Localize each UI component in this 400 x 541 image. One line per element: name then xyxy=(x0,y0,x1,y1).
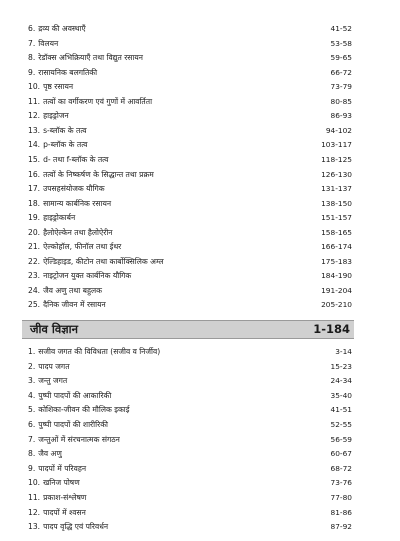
entry-title: पृष्ठ रसायन xyxy=(43,82,74,92)
entry-page-range: 175-183 xyxy=(321,256,352,266)
toc-entry xyxy=(28,520,352,533)
entry-page-range: 205-210 xyxy=(321,300,352,310)
entry-title: विलयन xyxy=(38,38,59,48)
entry-title: जैव अणु xyxy=(38,449,62,459)
entry-page-range: 81-86 xyxy=(330,507,352,517)
entry-title: खनिज पोषण xyxy=(43,478,80,488)
entry-title: रासायनिक बलगतिकी xyxy=(38,67,98,77)
entry-page-range: 66-72 xyxy=(330,67,352,77)
entry-title: पादप जगत xyxy=(38,361,70,371)
entry-number: 16. xyxy=(28,169,41,179)
entry-number: 7. xyxy=(28,434,36,444)
entry-number: 17. xyxy=(28,184,41,194)
entry-title: उपसहसंयोजक यौगिक xyxy=(43,184,105,194)
entry-page-range: 80-85 xyxy=(330,96,352,106)
toc-entry xyxy=(28,138,352,151)
toc-entry xyxy=(28,374,352,387)
entry-number: 9. xyxy=(28,67,36,77)
toc-entry xyxy=(28,418,352,431)
entry-page-range: 53-58 xyxy=(330,38,352,48)
toc-entry xyxy=(28,284,352,297)
section-title: जीव विज्ञान xyxy=(30,322,79,336)
toc-entry xyxy=(28,389,352,402)
entry-title: ऐल्कोहॉल, फीनॉल तथा ईथर xyxy=(43,242,122,252)
toc-entry xyxy=(28,124,352,137)
entry-title: कोशिका-जीवन की मौलिक इकाई xyxy=(38,405,130,415)
toc-entry xyxy=(28,153,352,166)
toc-entry xyxy=(28,211,352,224)
toc-entry xyxy=(28,269,352,282)
entry-number: 2. xyxy=(28,361,36,371)
entry-title: पादपों में परिवहन xyxy=(38,463,87,473)
toc-entry xyxy=(28,298,352,311)
entry-number: 25. xyxy=(28,300,41,310)
entry-page-range: 15-23 xyxy=(330,361,352,371)
entry-number: 14. xyxy=(28,140,41,150)
entry-number: 5. xyxy=(28,405,36,415)
entry-page-range: 35-40 xyxy=(330,390,352,400)
entry-number: 23. xyxy=(28,271,41,281)
entry-title: जन्तु जगत xyxy=(38,376,68,386)
entry-number: 15. xyxy=(28,154,41,164)
toc-entry xyxy=(28,491,352,504)
entry-title: s-ब्लॉक के तत्व xyxy=(43,125,87,135)
toc-entry xyxy=(28,476,352,489)
entry-title: सजीव जगत की विविधता (सजीव व निर्जीव) xyxy=(38,347,161,356)
entry-title: नाइट्रोजन युक्त कार्बनिक यौगिक xyxy=(43,271,132,281)
entry-title: पुष्पी पादपों की आकारिकी xyxy=(38,390,112,400)
entry-number: 12. xyxy=(28,507,41,517)
entry-page-range: 59-65 xyxy=(330,53,352,63)
toc-entry xyxy=(28,182,352,195)
toc-entry xyxy=(28,22,352,35)
entry-page-range: 191-204 xyxy=(321,285,352,295)
entry-page-range: 68-72 xyxy=(330,463,352,473)
entry-number: 8. xyxy=(28,449,36,459)
entry-number: 20. xyxy=(28,227,41,237)
entry-number: 13. xyxy=(28,522,41,532)
entry-number: 22. xyxy=(28,256,41,266)
entry-title: प्रकाश-संश्लेषण xyxy=(43,493,87,502)
entry-title: हैलोऐल्केन तथा हैलोऐरीन xyxy=(43,227,113,237)
toc-entry xyxy=(28,360,352,373)
toc-entry xyxy=(28,240,352,253)
entry-title: d- तथा f-ब्लॉक के तत्व xyxy=(43,154,109,164)
entry-number: 10. xyxy=(28,82,41,92)
entry-title: जैव अणु तथा बहुलक xyxy=(43,285,102,295)
toc-entry xyxy=(28,95,352,108)
entry-number: 9. xyxy=(28,463,36,473)
toc-entry xyxy=(28,51,352,64)
entry-title: दैनिक जीवन में रसायन xyxy=(43,300,106,310)
entry-number: 19. xyxy=(28,213,41,223)
entry-number: 18. xyxy=(28,198,41,208)
entry-page-range: 103-117 xyxy=(321,140,352,150)
toc-entry xyxy=(28,447,352,460)
toc-entry xyxy=(28,37,352,50)
entry-number: 3. xyxy=(28,376,36,386)
entry-page-range: 138-150 xyxy=(321,198,352,208)
entry-number: 12. xyxy=(28,111,41,121)
entry-page-range: 73-79 xyxy=(330,82,352,92)
entry-page-range: 131-137 xyxy=(321,184,352,194)
entry-title: द्रव्य की अवस्थाएँ xyxy=(38,24,86,33)
toc-entry xyxy=(28,433,352,446)
entry-title: हाइड्रोजन xyxy=(43,111,69,121)
entry-page-range: 184-190 xyxy=(321,271,352,281)
entry-number: 1. xyxy=(28,347,36,356)
toc-entry xyxy=(28,255,352,268)
entry-title: रेडॉक्स अभिक्रियाएँ तथा विद्युत रसायन xyxy=(38,53,144,63)
entry-page-range: 118-125 xyxy=(321,154,352,164)
entry-page-range: 126-130 xyxy=(321,169,352,179)
entry-page-range: 52-55 xyxy=(330,420,352,429)
toc-entry xyxy=(28,345,352,358)
toc-entry xyxy=(28,109,352,122)
toc-entry xyxy=(28,80,352,93)
entry-number: 21. xyxy=(28,242,41,252)
entry-title: p-ब्लॉक के तत्व xyxy=(43,140,88,150)
entry-number: 6. xyxy=(28,24,36,33)
entry-title: जन्तुओं में संरचनात्मक संगठन xyxy=(38,434,120,444)
entry-page-range: 77-80 xyxy=(330,493,352,502)
entry-page-range: 86-93 xyxy=(330,111,352,121)
entry-page-range: 41-52 xyxy=(330,24,352,33)
toc-entry xyxy=(28,66,352,79)
entry-number: 10. xyxy=(28,478,41,488)
entry-title: पादप वृद्धि एवं परिवर्धन xyxy=(43,522,109,532)
section-header-biology xyxy=(22,320,354,339)
entry-title: ऐल्डिहाइड, कीटोन तथा कार्बोक्सिलिक अम्ल xyxy=(43,256,164,266)
entry-number: 13. xyxy=(28,125,41,135)
section-page-range: 1-184 xyxy=(313,322,350,336)
entry-number: 24. xyxy=(28,285,41,295)
entry-title: तत्वों का वर्गीकरण एवं गुणों में आवर्तिता xyxy=(43,96,153,106)
entry-page-range: 3-14 xyxy=(335,347,352,356)
toc-entry xyxy=(28,197,352,210)
entry-number: 11. xyxy=(28,493,41,502)
entry-number: 7. xyxy=(28,38,36,48)
entry-title: पुष्पी पादपों की शारीरिकी xyxy=(38,420,108,429)
toc-entry xyxy=(28,506,352,519)
toc-entry xyxy=(28,226,352,239)
entry-page-range: 94-102 xyxy=(325,125,352,135)
entry-page-range: 151-157 xyxy=(321,213,352,223)
toc-entry xyxy=(28,462,352,475)
entry-page-range: 56-59 xyxy=(330,434,352,444)
entry-page-range: 24-34 xyxy=(330,376,352,386)
entry-page-range: 73-76 xyxy=(330,478,352,488)
toc-entry xyxy=(28,168,352,181)
entry-number: 8. xyxy=(28,53,36,63)
entry-number: 11. xyxy=(28,96,41,106)
entry-page-range: 60-67 xyxy=(330,449,352,459)
entry-page-range: 166-174 xyxy=(321,242,352,252)
entry-number: 6. xyxy=(28,420,36,429)
toc-entry xyxy=(28,403,352,416)
entry-title: तत्वों के निष्कर्षण के सिद्धान्त तथा प्रक्रम xyxy=(43,169,154,179)
entry-title: पादपों में श्वसन xyxy=(43,507,86,517)
entry-page-range: 158-165 xyxy=(321,227,352,237)
entry-number: 4. xyxy=(28,390,36,400)
entry-title: हाइड्रोकार्बन xyxy=(43,213,76,223)
entry-title: सामान्य कार्बनिक रसायन xyxy=(43,198,112,208)
entry-page-range: 41-51 xyxy=(330,405,352,415)
entry-page-range: 87-92 xyxy=(330,522,352,532)
